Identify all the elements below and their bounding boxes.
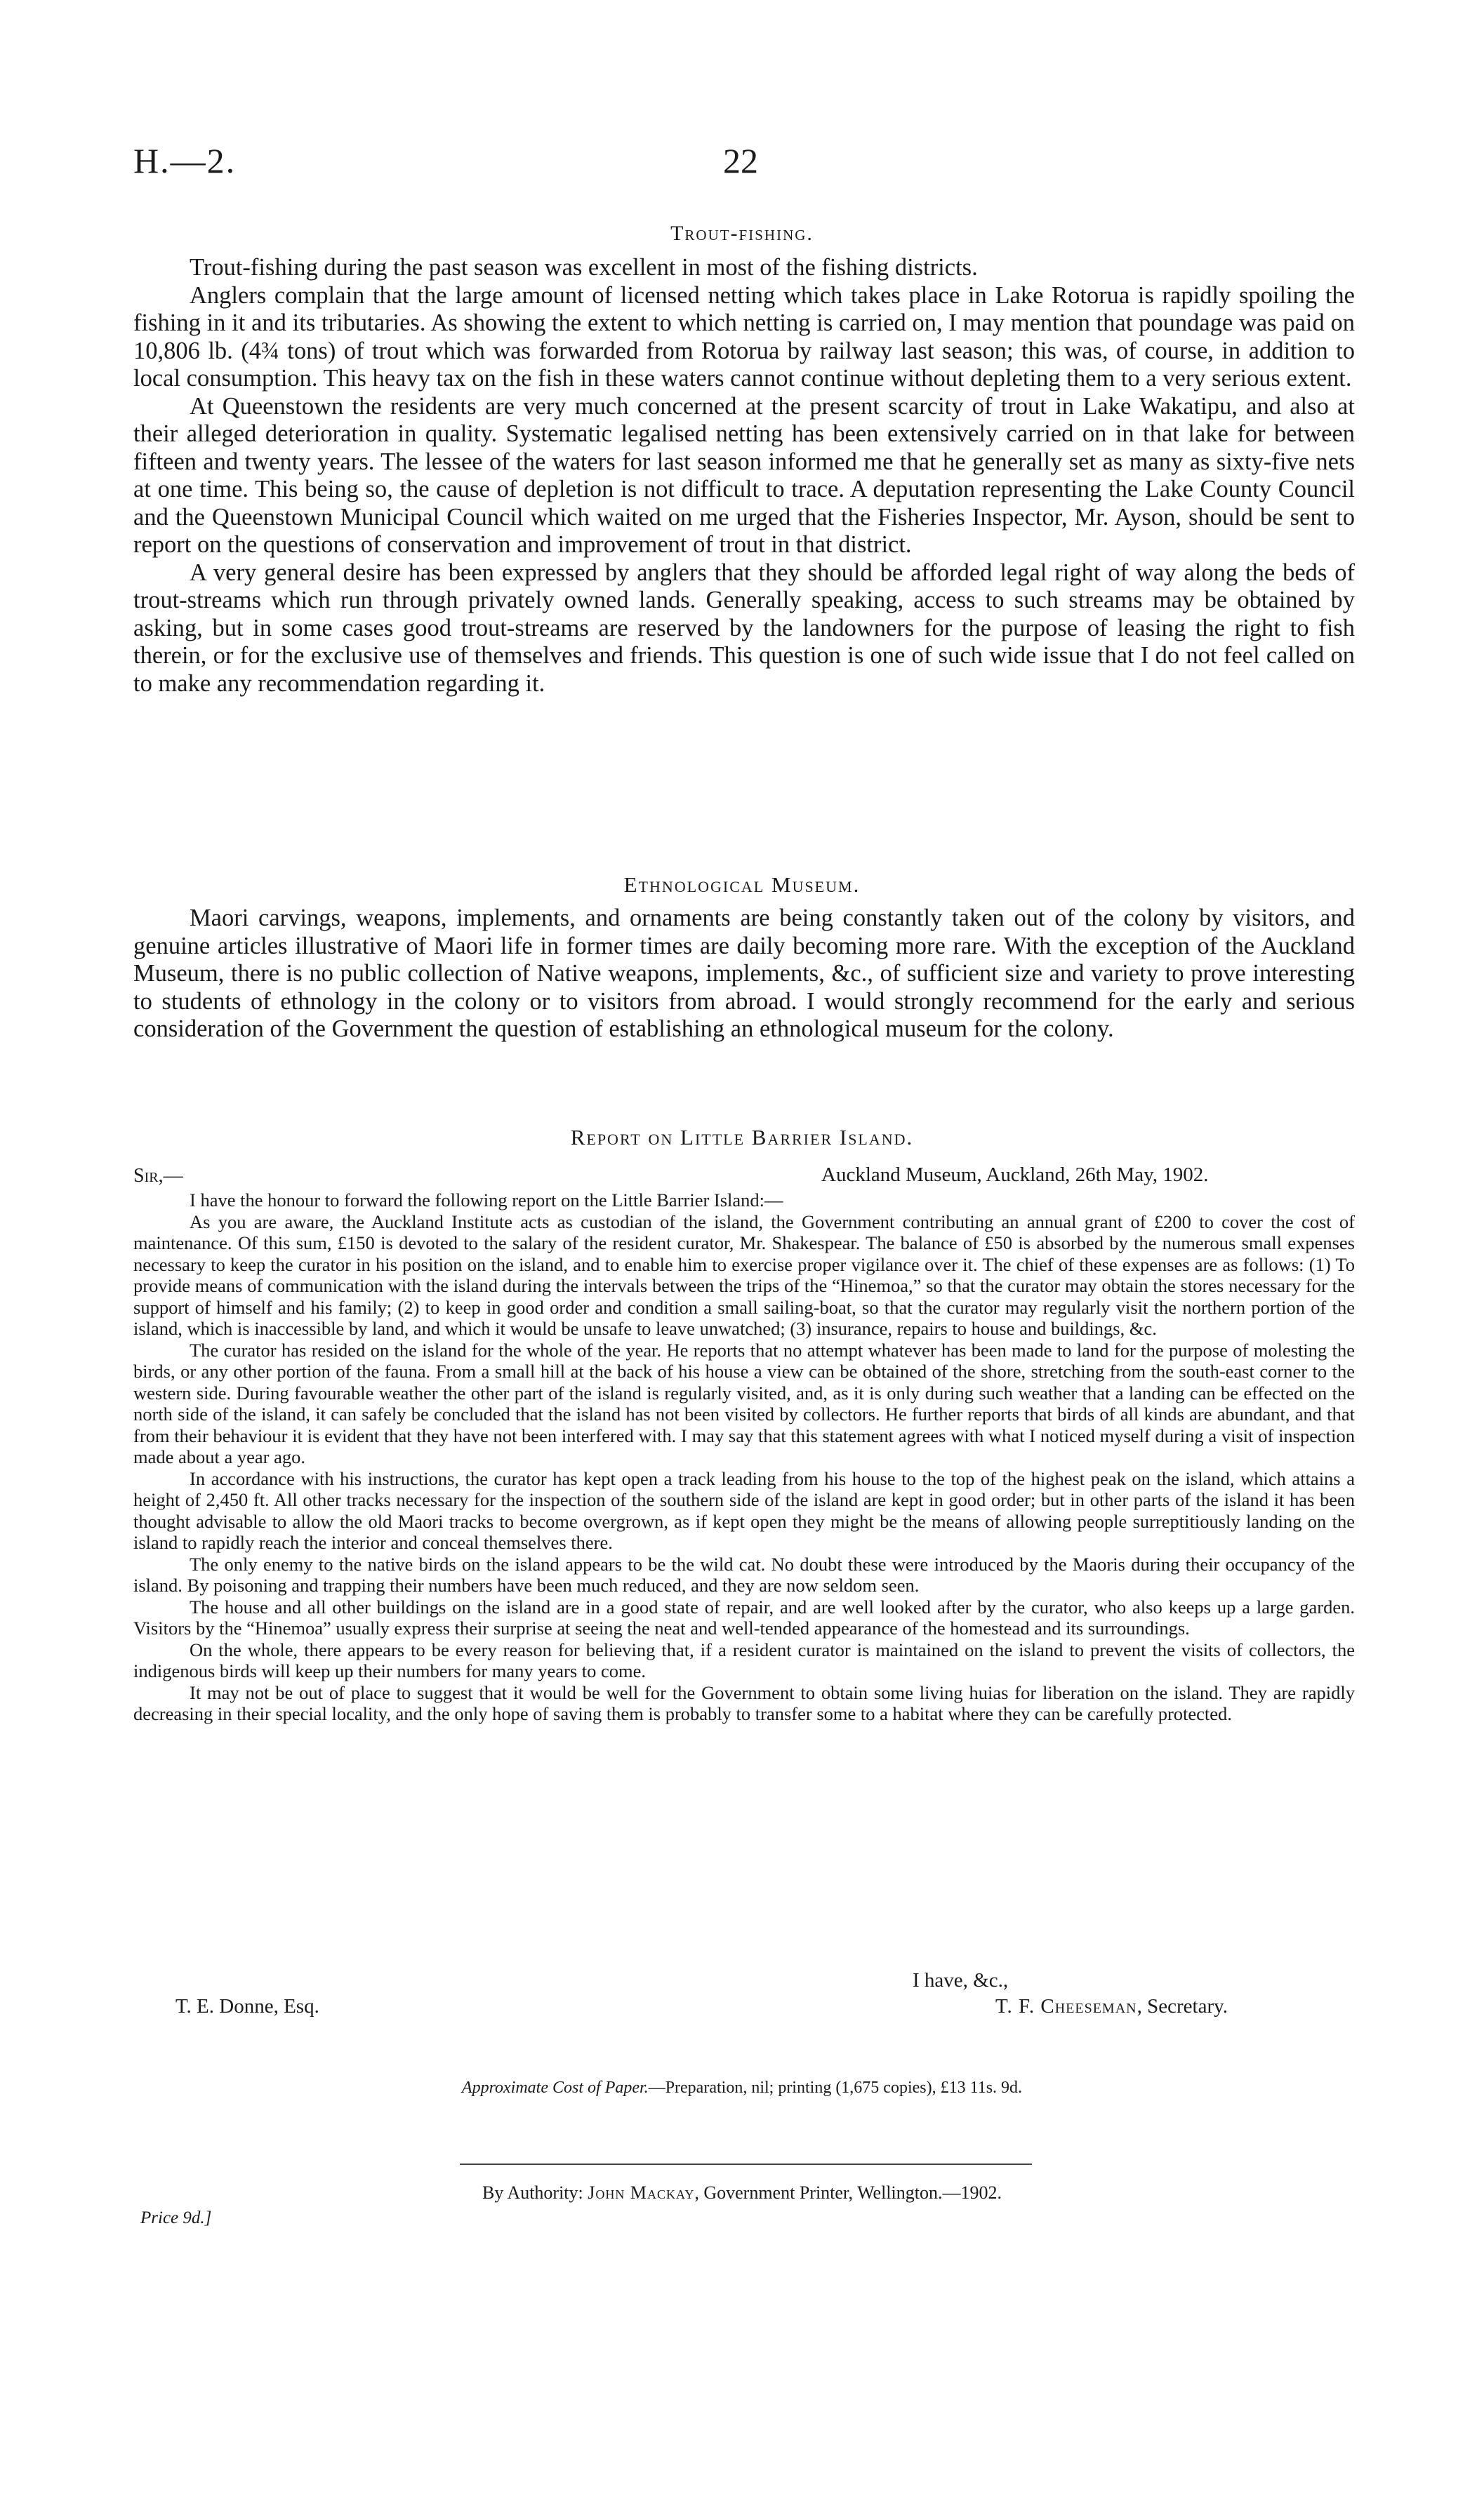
- paragraph: Trout-fishing during the past season was excellent in most of the fishing districts.: [190, 254, 978, 281]
- paragraph: It may not be out of place to suggest that it would be well for the Government to obtain some living huias for liberation on the island. They are rapidly decreasing in their special locality, and the only hope of saving them is probably to transfer some to a habitat where they can be carefully protected.: [133, 1681, 1355, 1724]
- paragraph: On the whole, there appears to be every reason for believing that, if a resident curator is maintained on the island to prevent the visits of collectors, the indigenous birds will keep up their numbers for many years to come.: [133, 1639, 1355, 1681]
- addressee: T. E. Donne, Esq.: [175, 1995, 319, 2018]
- section-heading-ethnological-museum: Ethnological Museum.: [623, 872, 861, 897]
- printer-name: John Mackay: [588, 2182, 695, 2203]
- price-note: Price 9d.]: [140, 2208, 212, 2227]
- section-heading-little-barrier-report: Report on Little Barrier Island.: [570, 1125, 914, 1149]
- authority-prefix: By Authority:: [482, 2182, 588, 2203]
- cost-label: Approximate Cost of Paper.: [461, 2079, 649, 2097]
- museum-section: [133, 905, 1355, 1044]
- salutation: Sir,—: [133, 1165, 183, 1187]
- trout-fishing-section: [133, 254, 1355, 698]
- footer-divider: [460, 2164, 1032, 2165]
- paragraph: I have the honour to forward the following report on the Little Barrier Island:—: [190, 1189, 783, 1211]
- paragraph: The house and all other buildings on the island are in a good state of repair, and are well looked after by the curator, who also keeps up a large garden. Visitors by the “Hinemoa” usually express their surprise at seeing the neat and well-tended appearance of the homestead and its surroundings.: [133, 1596, 1355, 1639]
- paragraph: The only enemy to the native birds on the island appears to be the wild cat. No doubt these were introduced by the Maoris during their occupancy of the island. By poisoning and trapping their numbers have been much reduced, and they are now seldom seen.: [133, 1553, 1355, 1596]
- report-letter-body: [133, 1189, 1355, 1725]
- signer-title: , Secretary.: [1137, 1995, 1228, 2018]
- letter-signoff: I have, &c.,: [913, 1969, 1009, 1992]
- paragraph: As you are aware, the Auckland Institute acts as custodian of the island, the Government contributing an annual grant of £200 to cover the cost of maintenance. Of this sum, £150 is devoted to the salary of the resident curator, Mr. Shakespear. The balance of £50 is absorbed by the numerous small expenses necessary to keep the curator in his position on the island, and to enable him to exercise proper vigilance over it. The chief of these expenses are as follows: (1) To provide means of communication with the island during the intervals between the trips of the “Hinemoa,” so that the curator may obtain the stores necessary for the support of himself and his family; (2) to keep in good order and condition a small sailing-boat, so that the curator may regularly visit the northern portion of the island, which is inaccessible by land, and which it would be unsafe to leave unwatched; (3) insurance, repairs to house and buildings, &c.: [133, 1211, 1355, 1339]
- paragraph: In accordance with his instructions, the curator has kept open a track leading from his house to the top of the highest peak on the island, which attains a height of 2,450 ft. All other tracks necessary for the inspection of the southern side of the island are kept in good order; but in other parts of the island it has been thought advisable to allow the old Maori tracks to become overgrown, as if kept open they might be the means of allowing people surreptitiously landing on the island to rapidly reach the interior and conceal themselves there.: [133, 1467, 1355, 1553]
- letter-date-line: Auckland Museum, Auckland, 26th May, 1902.: [821, 1164, 1209, 1186]
- paragraph: Maori carvings, weapons, implements, and ornaments are being constantly taken out of the colony by visitors, and genuine articles illustrative of Maori life in former times are daily becoming more rare. With the exception of the Auckland Museum, there is no public collection of Native weapons, implements, &c., of sufficient size and variety to prove interesting to students of ethnology in the colony or to visitors from abroad. I would strongly recommend for the early and serious consideration of the Government the question of establishing an ethnological museum for the colony.: [133, 905, 1355, 1042]
- signature-line: [995, 1995, 1228, 2018]
- cost-of-paper-note: [0, 2079, 1484, 2098]
- paragraph: At Queenstown the residents are very much concerned at the present scarcity of trout in Lake Wakatipu, and also at their alleged deterioration in quality. Systematic legalised netting has been extensively carried on in that lake for between fifteen and twenty years. The lessee of the waters for last season informed me that he generally set as many as sixty-five nets at one time. This being so, the cause of depletion is not difficult to trace. A deputation representing the Lake County Council and the Queenstown Municipal Council which waited on me urged that the Fisheries Inspector, Mr. Ayson, should be sent to report on the questions of conservation and improvement of trout in that district.: [133, 392, 1355, 558]
- page-number: 22: [723, 141, 758, 180]
- section-heading-trout-fishing: Trout-fishing.: [670, 222, 814, 245]
- document-reference: H.—2.: [133, 141, 237, 180]
- paragraph: Anglers complain that the large amount of licensed netting which takes place in Lake Rotorua is rapidly spoiling the fishing in it and its tributaries. As showing the extent to which netting is carried on, I may mention that poundage was paid on 10,806 lb. (4¾ tons) of trout which was forwarded from Rotorua by railway last season; this was, of course, in addition to local consumption. This heavy tax on the fish in these waters cannot continue without depleting them to a very serious extent.: [133, 281, 1355, 392]
- authority-suffix: , Government Printer, Wellington.—1902.: [694, 2182, 1002, 2203]
- paragraph: The curator has resided on the island for the whole of the year. He reports that no attempt whatever has been made to land for the purpose of molesting the birds, or any other portion of the fauna. From a small hill at the back of his house a view can be obtained of the shore, stretching from the south-east corner to the western side. During favourable weather the other part of the island is regularly visited, and, as it is only during such weather that a landing can be effected on the north side of the island, it can safely be concluded that the island has not been visited by collectors. He further reports that birds of all kinds are abundant, and that from their behaviour it is evident that they have not been interfered with. I may say that this statement agrees with what I noticed myself during a visit of inspection made about a year ago.: [133, 1339, 1355, 1467]
- cost-text: —Preparation, nil; printing (1,675 copies), £13 11s. 9d.: [648, 2079, 1023, 2097]
- paragraph: A very general desire has been expressed by anglers that they should be afforded legal right of way along the beds of trout-streams which run through privately owned lands. Generally speaking, access to such streams may be obtained by asking, but in some cases good trout-streams are reserved by the landowners for the purpose of leasing the right to fish therein, or for the exclusive use of themselves and friends. This question is one of such wide issue that I do not feel called on to make any recommendation regarding it.: [133, 559, 1355, 697]
- printer-authority-line: [0, 2182, 1484, 2204]
- signer-name: T. F. Cheeseman: [995, 1995, 1137, 2018]
